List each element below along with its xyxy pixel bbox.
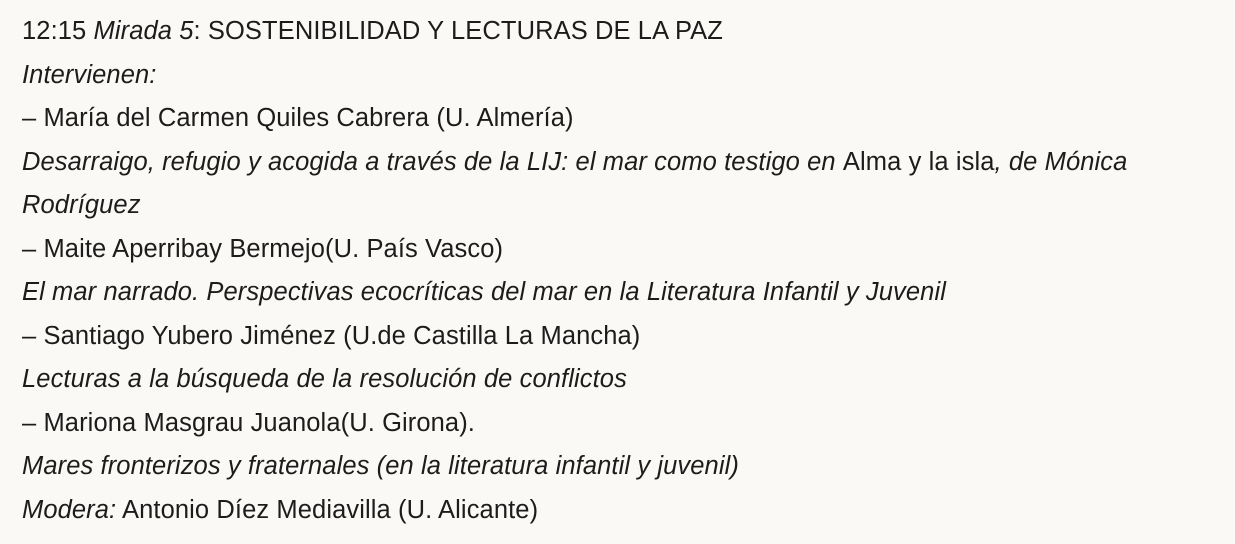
moderator-line <box>22 489 1213 533</box>
speaker-name-text: – María del Carmen Quiles Cabrera (U. Almería) <box>22 104 574 132</box>
contribution-title-italic: El mar narrado. Perspectivas ecocríticas del mar en la Literatura Infantil y Juvenil <box>22 278 946 306</box>
speaker-name-4 <box>22 402 1213 446</box>
intervene-label: Intervienen: <box>22 60 157 89</box>
contribution-title-italic: Desarraigo, refugio y acogida a través de la LIJ: el mar como testigo en <box>22 147 843 176</box>
session-heading-line <box>22 10 1213 54</box>
speaker-name-text: – Maite Aperribay Bermejo(U. País Vasco) <box>22 234 504 263</box>
speaker-contribution-3 <box>22 358 1182 402</box>
session-time: 12:15 <box>22 17 94 45</box>
intervene-label-line <box>22 54 1213 98</box>
session-mirada-label: Mirada 5 <box>93 17 194 45</box>
speaker-name-text: – Santiago Yubero Jiménez (U.de Castilla La Mancha) <box>22 321 641 350</box>
speaker-name-1 <box>22 97 1213 141</box>
contribution-title-italic: Mares fronterizos y fraternales (en la literatura infantil y juvenil) <box>22 452 739 480</box>
speaker-name-2 <box>22 228 1213 272</box>
session-title-separator: : <box>193 17 208 45</box>
contribution-title-italic: Lecturas a la búsqueda de la resolución de conflictos <box>22 365 627 393</box>
moderator-name: Antonio Díez Mediavilla (U. Alicante) <box>116 495 539 524</box>
speaker-name-text: – Mariona Masgrau Juanola(U. Girona). <box>22 408 475 437</box>
speaker-contribution-2 <box>22 271 1182 315</box>
contribution-work-roman: Alma y la isla <box>842 147 995 176</box>
speaker-contribution-4 <box>22 445 1182 489</box>
speaker-name-3 <box>22 315 1213 359</box>
contribution-title-italic-tail: , de Mónica Rodríguez <box>22 147 1128 219</box>
moderator-label: Modera: <box>22 495 117 524</box>
session-title: SOSTENIBILIDAD Y LECTURAS DE LA PAZ <box>207 17 723 45</box>
speaker-contribution-1 <box>22 141 1182 228</box>
